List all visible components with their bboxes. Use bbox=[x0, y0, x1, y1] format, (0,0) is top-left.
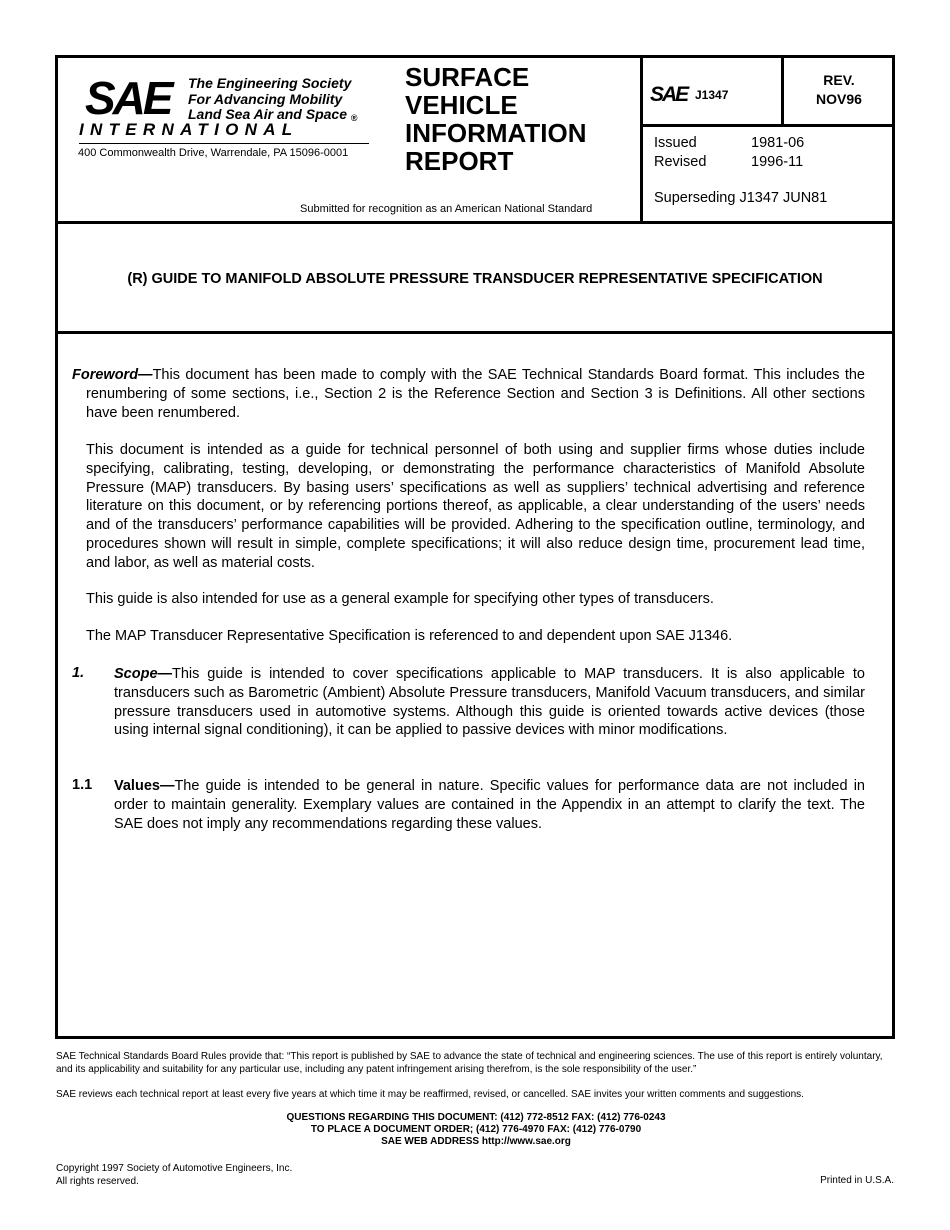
foreword-text: This document has been made to comply with the SAE Technical Standards Board format. This includes the renumbering of some sections, i.e., Section 2 is the Reference Section and Section 3 is Definitions. All other sections have been renumbered. bbox=[86, 367, 865, 421]
printed-in: Printed in U.S.A. bbox=[820, 1175, 894, 1186]
footer-order: TO PLACE A DOCUMENT ORDER; (412) 776-4970 FAX: (412) 776-0790 bbox=[310, 1124, 642, 1135]
footer-questions: QUESTIONS REGARDING THIS DOCUMENT: (412) 772-8512 FAX: (412) 776-0243 bbox=[286, 1112, 666, 1123]
footer-web: SAE WEB ADDRESS http://www.sae.org bbox=[381, 1136, 571, 1147]
revision-block bbox=[790, 71, 888, 109]
section-scope bbox=[114, 665, 865, 740]
section-text: This guide is intended to cover specifications applicable to MAP transducers. It is also applicable to transducers such as Barometric (Ambient) Absolute Pressure transducers, Manifold Vacuum transducers, and similar pressure transducers used in automotive systems. Although this guide is oriented towards active devices (those using internal signal conditioning), it can be applied to passive devices with minor modifications. bbox=[114, 666, 865, 739]
doc-type-line: REPORT bbox=[405, 146, 514, 176]
rev-box-divider bbox=[781, 55, 784, 127]
international-wordmark: INTERNATIONAL bbox=[79, 120, 299, 139]
doc-type-line: SURFACE bbox=[405, 62, 530, 92]
ansi-submission-note: Submitted for recognition as an American National Standard bbox=[300, 203, 593, 215]
paragraph: This guide is also intended for use as a general example for specifying other types of transducers. bbox=[86, 591, 714, 607]
revised-label: Revised bbox=[654, 154, 707, 170]
issued-label: Issued bbox=[654, 135, 697, 151]
footer-contact bbox=[56, 1112, 896, 1148]
section-heading: Scope— bbox=[114, 666, 173, 682]
society-tagline bbox=[188, 76, 358, 127]
registered-mark: ® bbox=[350, 113, 358, 123]
paragraph: This document is intended as a guide for technical personnel of both using and supplier firms whose duties include specifying, calibrating, testing, developing, or demonstrating the performance characteristics of Manifold Absolute Pressure (MAP) transducers. By basing users’ specifications as well as suppliers’ technical advertising and reference literature on this document, or by referencing portions thereof, as applicable, a clear understanding of the users’ needs and of the transducers’ performance capabilities will be provided. Adhering to the specification outline, terminology, and procedures shown will result in simple, complete specifications; it will also reduce design time, procurement lead time, and labor, as well as material costs. bbox=[86, 442, 865, 571]
foreword bbox=[72, 366, 865, 422]
footer-rules: SAE Technical Standards Board Rules provide that: “This report is published by SAE to advance the state of technical and engineering sciences. The use of this report is entirely voluntary, and its applicability and suitability for any particular use, including any patent infringement arising therefrom, is the sole responsibility of the user.” bbox=[56, 1051, 883, 1075]
section-number: 1.1 bbox=[72, 777, 93, 793]
sae-logo-mark: SAE bbox=[85, 72, 171, 124]
section-text: The guide is intended to be general in nature. Specific values for performance data are not included in order to maintain generality. Exemplary values are contained in the Appendix in an attempt to clarify the text. The SAE does not imply any recommendations regarding these values. bbox=[114, 778, 865, 832]
section-number: 1. bbox=[72, 665, 85, 681]
tagline-line-3: Land Sea Air and Space ® bbox=[188, 106, 358, 123]
header-divider bbox=[55, 221, 895, 224]
superseding-note: Superseding J1347 JUN81 bbox=[654, 190, 828, 206]
sae-small-logo: SAE bbox=[650, 83, 688, 106]
document-type bbox=[405, 63, 587, 175]
document-title: (R) GUIDE TO MANIFOLD ABSOLUTE PRESSURE TRANSDUCER REPRESENTATIVE SPECIFICATION bbox=[127, 271, 823, 287]
paragraph: The MAP Transducer Representative Specification is referenced to and dependent upon SAE J1346. bbox=[86, 628, 733, 644]
doc-type-line: INFORMATION bbox=[405, 118, 587, 148]
copyright-line: Copyright 1997 Society of Automotive Engineers, Inc. bbox=[56, 1163, 293, 1174]
footer-review: SAE reviews each technical report at least every five years at which time it may be reaffirmed, revised, or cancelled. SAE invites your written comments and suggestions. bbox=[56, 1089, 804, 1100]
sae-address: 400 Commonwealth Drive, Warrendale, PA 15096-0001 bbox=[78, 147, 349, 159]
issue-dates bbox=[654, 134, 804, 172]
tagline-line-1: The Engineering Society bbox=[188, 75, 352, 91]
foreword-heading: Foreword— bbox=[72, 367, 153, 383]
issued-value: 1981-06 bbox=[751, 135, 805, 151]
rights-line: All rights reserved. bbox=[56, 1176, 139, 1187]
title-divider bbox=[55, 331, 895, 334]
revised-value: 1996-11 bbox=[751, 154, 804, 170]
docnum-divider bbox=[640, 124, 895, 127]
revision-value: NOV96 bbox=[816, 91, 862, 107]
copyright bbox=[56, 1162, 292, 1188]
section-heading: Values— bbox=[114, 778, 175, 794]
revision-label: REV. bbox=[823, 72, 855, 88]
document-number: J1347 bbox=[695, 88, 729, 102]
logo-rule bbox=[79, 143, 369, 144]
doc-type-line: VEHICLE bbox=[405, 90, 518, 120]
info-box-divider bbox=[640, 55, 643, 223]
tagline-line-2: For Advancing Mobility bbox=[188, 90, 343, 107]
section-values bbox=[114, 777, 865, 833]
